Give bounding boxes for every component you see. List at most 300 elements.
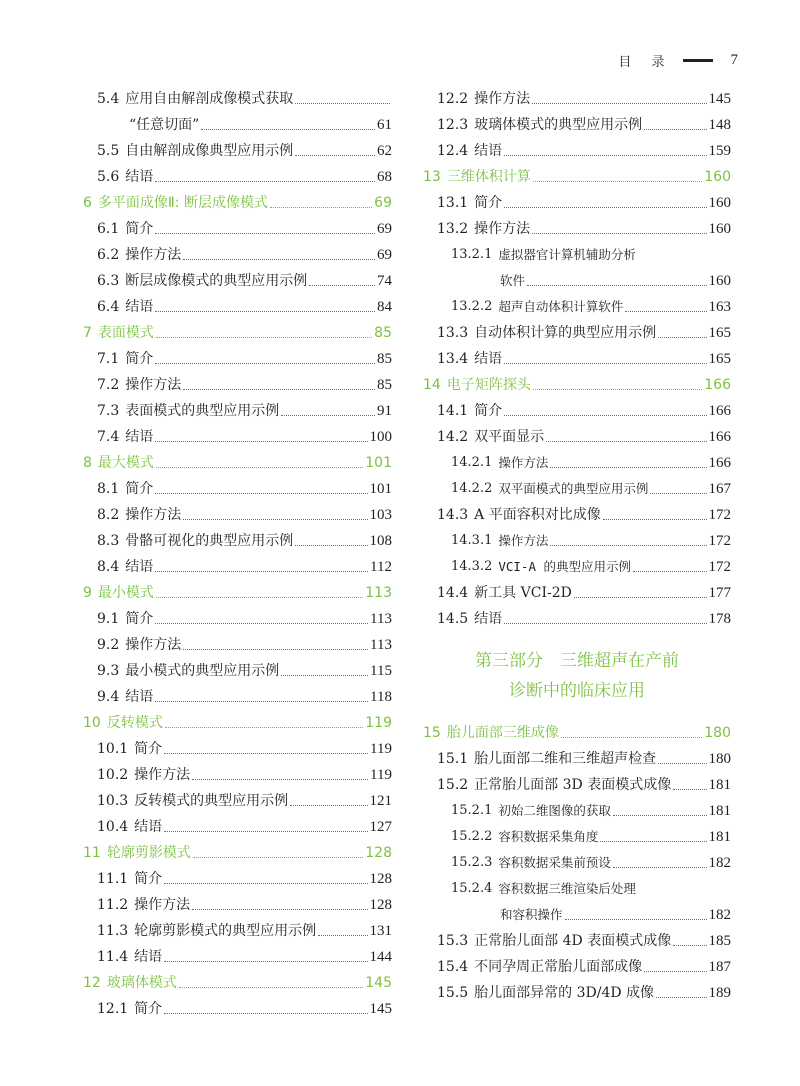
toc-entry [423, 346, 731, 372]
toc-entry-page: 112 [370, 559, 392, 575]
toc-entry-number: 11.2 [97, 897, 129, 913]
toc-entry-page: 115 [370, 663, 392, 679]
dot-leader [574, 597, 707, 598]
toc-entry-title: 简介 [125, 221, 154, 237]
toc-entry-page: 181 [708, 803, 731, 819]
toc-entry-number: 11.4 [97, 949, 129, 965]
toc-chapter-entry [423, 720, 731, 746]
toc-list-right-top [423, 86, 731, 632]
toc-entry-page: 160 [708, 195, 731, 211]
toc-entry-number: 13.3 [437, 325, 469, 341]
dot-leader [633, 571, 706, 572]
toc-entry-title: 简介 [474, 195, 503, 211]
toc-entry-number: 5.5 [97, 143, 120, 159]
toc-entry-title: 最大模式 [97, 455, 154, 471]
toc-entry-title: 操作方法 [125, 507, 182, 523]
dot-leader [532, 103, 706, 104]
toc-entry-number: 7.4 [97, 429, 120, 445]
toc-entry-title: 不同孕周正常胎儿面部成像 [474, 959, 643, 975]
toc-entry-number: 5.4 [97, 91, 120, 107]
toc-entry-title: 操作方法 [125, 637, 182, 653]
header-rule [683, 59, 713, 62]
toc-entry-page: 113 [370, 611, 392, 627]
toc-entry-number: 8.1 [97, 481, 120, 497]
toc-entry [423, 216, 731, 242]
toc-entry [423, 902, 731, 928]
toc-chapter-entry [83, 190, 392, 216]
dot-leader [290, 805, 367, 806]
toc-entry-title: 正常胎儿面部 4D 表面模式成像 [474, 933, 672, 949]
toc-entry-number: 15.2.4 [451, 881, 493, 896]
toc-entry [83, 866, 392, 892]
dot-leader [192, 909, 367, 910]
dot-leader [561, 737, 702, 738]
toc-entry-page: 145 [369, 1001, 392, 1017]
toc-entry-page: 128 [365, 845, 392, 861]
toc-entry-page: 160 [708, 273, 731, 289]
toc-entry-title: 玻璃体模式的典型应用示例 [474, 117, 643, 133]
toc-entry-title: 和容积操作 [500, 907, 563, 922]
toc-entry [83, 528, 392, 554]
toc-entry-page: 108 [369, 533, 392, 549]
toc-entry-number: 14.2 [437, 429, 469, 445]
toc-entry-page: 177 [708, 585, 731, 601]
toc-entry-title: 结语 [125, 689, 154, 705]
toc-entry-page: 131 [369, 923, 392, 939]
toc-entry-title: 骨骼可视化的典型应用示例 [125, 533, 294, 549]
toc-entry [423, 476, 731, 502]
toc-entry-page: 185 [708, 933, 731, 949]
dot-leader [650, 493, 706, 494]
toc-entry-title: 玻璃体模式 [106, 975, 177, 991]
toc-entry-title: 简介 [125, 611, 154, 627]
toc-entry-number: 12 [83, 975, 101, 991]
toc-entry-page: 181 [708, 829, 731, 845]
toc-entry-number: 14.5 [437, 611, 469, 627]
toc-entry-number: 15.2.2 [451, 829, 493, 844]
toc-entry-number: 8.3 [97, 533, 120, 549]
toc-entry-number: 7.3 [97, 403, 120, 419]
toc-entry-number: 14.2.1 [451, 455, 493, 470]
toc-entry [423, 424, 731, 450]
part-heading-line1: 第三部分 三维超声在产前 [475, 651, 679, 671]
toc-list-left [83, 86, 392, 1022]
toc-entry-page: 159 [708, 143, 731, 159]
dot-leader [155, 233, 375, 234]
dot-leader [613, 815, 707, 816]
toc-entry-title: 胎儿面部二维和三维超声检查 [474, 751, 657, 767]
toc-entry-page: 166 [704, 377, 731, 393]
page-number: 7 [730, 51, 738, 68]
dot-leader [504, 207, 706, 208]
toc-entry-number: 13.2.2 [451, 299, 493, 314]
toc-entry [83, 632, 392, 658]
toc-entry-title: 操作方法 [134, 897, 191, 913]
toc-entry-title: 结语 [474, 351, 503, 367]
toc-chapter-entry [83, 970, 392, 996]
toc-entry [83, 112, 392, 138]
toc-entry-title: 新工具 VCI-2D [474, 585, 572, 601]
toc-entry-page: 180 [704, 725, 731, 741]
toc-entry-number: 5.6 [97, 169, 120, 185]
toc-entry-number: 14.3.1 [451, 533, 493, 548]
toc-entry-number: 13.2.1 [451, 247, 493, 262]
toc-entry [83, 476, 392, 502]
toc-entry [423, 190, 731, 216]
part-heading [423, 646, 731, 706]
dot-leader [164, 961, 367, 962]
dot-leader [156, 467, 363, 468]
toc-entry-title: 自动体积计算的典型应用示例 [474, 325, 657, 341]
toc-entry [83, 268, 392, 294]
toc-entry [423, 954, 731, 980]
toc-entry [83, 996, 392, 1022]
toc-entry-page: 145 [708, 91, 731, 107]
toc-entry [423, 294, 731, 320]
toc-entry-page: 166 [708, 403, 731, 419]
toc-entry [423, 824, 731, 850]
toc-entry [83, 762, 392, 788]
dot-leader [155, 363, 375, 364]
toc-entry-title: 结语 [125, 299, 154, 315]
toc-entry [423, 606, 731, 632]
dot-leader [183, 519, 367, 520]
toc-entry-page: 74 [377, 273, 392, 289]
toc-entry-number: 12.2 [437, 91, 469, 107]
toc-entry-page: 100 [369, 429, 392, 445]
toc-entry-number: 9.2 [97, 637, 120, 653]
toc-entry-number: 6.2 [97, 247, 120, 263]
toc-entry-number: 15.2.1 [451, 803, 493, 818]
toc-entry [83, 814, 392, 840]
dot-leader [533, 389, 702, 390]
toc-entry-title: 操作方法 [498, 455, 549, 470]
dot-leader [309, 285, 375, 286]
dot-leader [318, 935, 367, 936]
toc-entry-page: 165 [708, 351, 731, 367]
toc-entry-number: 6.3 [97, 273, 120, 289]
toc-entry-page: 61 [377, 117, 392, 133]
dot-leader [281, 415, 375, 416]
toc-entry [423, 86, 731, 112]
toc-entry-title: 正常胎儿面部 3D 表面模式成像 [474, 777, 672, 793]
dot-leader [164, 1013, 367, 1014]
dot-leader [550, 545, 706, 546]
toc-entry-number: 12.4 [437, 143, 469, 159]
toc-entry [83, 372, 392, 398]
dot-leader [644, 129, 706, 130]
toc-entry [423, 398, 731, 424]
toc-entry-number: 12.3 [437, 117, 469, 133]
toc-entry [83, 554, 392, 580]
toc-entry-title: 自由解剖成像典型应用示例 [125, 143, 294, 159]
toc-entry-page: 113 [365, 585, 392, 601]
toc-entry-number: 6.4 [97, 299, 120, 315]
toc-chapter-entry [423, 372, 731, 398]
toc-entry [423, 772, 731, 798]
toc-entry-title: 断层成像模式的典型应用示例 [125, 273, 308, 289]
toc-entry-number: 10.3 [97, 793, 129, 809]
dot-leader [201, 129, 375, 130]
dot-leader [504, 415, 706, 416]
toc-entry [83, 242, 392, 268]
toc-entry [423, 980, 731, 1006]
toc-entry-title: 结语 [125, 559, 154, 575]
toc-entry-page: 167 [708, 481, 731, 497]
toc-entry [83, 216, 392, 242]
toc-entry-number: 15.3 [437, 933, 469, 949]
dot-leader [658, 763, 706, 764]
toc-entry-number: 9.3 [97, 663, 120, 679]
toc-entry-title: “任意切面” [129, 117, 200, 133]
toc-entry [83, 346, 392, 372]
toc-entry-page: 121 [369, 793, 392, 809]
toc-entry-number: 8.4 [97, 559, 120, 575]
toc-entry-title: 反转模式 [106, 715, 163, 731]
toc-entry [83, 892, 392, 918]
toc-entry-page: 113 [370, 637, 392, 653]
toc-entry [423, 450, 731, 476]
dot-leader [183, 649, 368, 650]
toc-entry-title: 容积数据采集前预设 [498, 855, 611, 870]
toc-entry-title: 简介 [134, 741, 163, 757]
dot-leader [613, 867, 707, 868]
toc-entry-page: 166 [708, 455, 731, 471]
toc-entry-number: 8.2 [97, 507, 120, 523]
toc-entry [83, 788, 392, 814]
toc-chapter-entry [83, 320, 392, 346]
dot-leader [281, 675, 368, 676]
dot-leader [504, 155, 706, 156]
part-heading-line2: 诊断中的临床应用 [509, 681, 645, 701]
toc-entry-title: 胎儿面部异常的 3D/4D 成像 [474, 985, 655, 1001]
toc-entry-page: 166 [708, 429, 731, 445]
toc-entry-page: 182 [708, 907, 731, 923]
toc-entry-page: 165 [708, 325, 731, 341]
toc-entry [423, 502, 731, 528]
toc-entry-number: 15.5 [437, 985, 469, 1001]
toc-entry-title: 胎儿面部三维成像 [446, 725, 559, 741]
toc-entry-page: 182 [708, 855, 731, 871]
toc-entry-number: 8 [83, 455, 92, 471]
toc-entry-title: 简介 [134, 871, 163, 887]
toc-entry-number: 6.1 [97, 221, 120, 237]
toc-entry-title: 超声自动体积计算软件 [498, 299, 624, 314]
dot-leader [165, 727, 363, 728]
toc-entry [83, 918, 392, 944]
toc-chapter-entry [423, 164, 731, 190]
dot-leader [673, 945, 706, 946]
toc-entry-number: 6 [83, 195, 92, 211]
toc-entry-page: 178 [708, 611, 731, 627]
dot-leader [504, 363, 706, 364]
toc-entry [423, 138, 731, 164]
toc-chapter-entry [83, 710, 392, 736]
toc-entry [83, 658, 392, 684]
dot-leader [156, 337, 372, 338]
toc-entry-page: 172 [708, 559, 731, 575]
toc-entry-page: 69 [377, 221, 392, 237]
dot-leader [155, 623, 368, 624]
dot-leader [533, 181, 702, 182]
toc-entry-title: 轮廓剪影模式 [106, 845, 191, 861]
dot-leader [656, 997, 706, 998]
toc-entry-title: 轮廓剪影模式的典型应用示例 [134, 923, 317, 939]
toc-entry-page: 187 [708, 959, 731, 975]
toc-entry-title: 容积数据采集角度 [498, 829, 599, 844]
toc-entry-number: 9.4 [97, 689, 120, 705]
toc-entry [83, 684, 392, 710]
dot-leader [658, 337, 706, 338]
toc-entry-title: 操作方法 [134, 767, 191, 783]
toc-entry-number: 11 [83, 845, 101, 861]
toc-entry [423, 746, 731, 772]
toc-entry-title: 最小模式的典型应用示例 [125, 663, 280, 679]
toc-entry-number: 14.1 [437, 403, 469, 419]
toc-entry [423, 850, 731, 876]
dot-leader [155, 441, 367, 442]
toc-entry [83, 398, 392, 424]
toc-entry-title: 简介 [134, 1001, 163, 1017]
toc-entry-number: 15.2 [437, 777, 469, 793]
header-label: 目 录 [618, 54, 673, 70]
toc-entry-title: 操作方法 [498, 533, 549, 548]
dot-leader [295, 103, 390, 104]
toc-entry-number: 14.3.2 [451, 559, 493, 574]
toc-entry-title: 结语 [474, 611, 503, 627]
toc-entry-number: 15.4 [437, 959, 469, 975]
toc-entry [423, 798, 731, 824]
toc-entry-title: 表面模式 [97, 325, 154, 341]
toc-entry-number: 10.2 [97, 767, 129, 783]
toc-entry-number: 10.4 [97, 819, 129, 835]
dot-leader [603, 519, 707, 520]
toc-entry-page: 85 [377, 377, 392, 393]
toc-chapter-entry [83, 580, 392, 606]
toc-entry-number: 9 [83, 585, 92, 601]
toc-entry-title: 应用自由解剖成像模式获取 [125, 91, 294, 107]
toc-entry-title: 结语 [125, 429, 154, 445]
toc-entry-number: 10 [83, 715, 101, 731]
toc-entry-title: VCI-A 的典型应用示例 [498, 559, 632, 574]
toc-entry-title: 结语 [474, 143, 503, 159]
toc-entry-page: 172 [708, 507, 731, 523]
toc-entry-page: 84 [377, 299, 392, 315]
toc-entry-page: 148 [708, 117, 731, 133]
toc-entry-number: 13.4 [437, 351, 469, 367]
toc-entry [83, 86, 392, 112]
toc-entry [423, 268, 731, 294]
dot-leader [504, 623, 706, 624]
toc-entry-number: 7.2 [97, 377, 120, 393]
toc-entry-page: 69 [374, 195, 392, 211]
toc-entry [423, 554, 731, 580]
toc-entry-page: 127 [369, 819, 392, 835]
toc-entry-number: 11.3 [97, 923, 129, 939]
toc-chapter-entry [83, 840, 392, 866]
toc-entry-title: 软件 [500, 273, 526, 288]
toc-entry [83, 424, 392, 450]
toc-entry-title: 简介 [125, 481, 154, 497]
toc-entry [83, 736, 392, 762]
toc-entry-page: 172 [708, 533, 731, 549]
dot-leader [155, 493, 367, 494]
toc-entry-page: 163 [708, 299, 731, 315]
toc-entry-page: 160 [704, 169, 731, 185]
toc-entry-page: 91 [377, 403, 392, 419]
toc-entry-page: 145 [365, 975, 392, 991]
toc-entry [83, 138, 392, 164]
toc-entry-page: 69 [377, 247, 392, 263]
toc-entry-title: 结语 [134, 819, 163, 835]
toc-entry-page: 144 [369, 949, 392, 965]
dot-leader [600, 841, 706, 842]
toc-entry-title: 操作方法 [474, 91, 531, 107]
dot-leader [155, 311, 375, 312]
running-header [618, 48, 738, 72]
toc-entry-title: 简介 [474, 403, 503, 419]
toc-entry-title: 多平面成像Ⅱ: 断层成像模式 [97, 195, 268, 211]
toc-entry-title: 虚拟器官计算机辅助分析 [498, 247, 636, 262]
toc-entry-number: 13 [423, 169, 441, 185]
toc-entry [423, 580, 731, 606]
toc-entry-page: 62 [377, 143, 392, 159]
dot-leader [179, 987, 363, 988]
toc-entry-number: 15 [423, 725, 441, 741]
toc-entry [423, 242, 731, 268]
dot-leader [644, 971, 706, 972]
toc-entry-number: 13.2 [437, 221, 469, 237]
toc-entry-title: 操作方法 [474, 221, 531, 237]
toc-entry-number: 11.1 [97, 871, 129, 887]
toc-entry-page: 101 [365, 455, 392, 471]
toc-entry-number: 14.3 [437, 507, 469, 523]
toc-entry-page: 181 [708, 777, 731, 793]
dot-leader [673, 789, 706, 790]
toc-entry-page: 118 [370, 689, 392, 705]
toc-entry [83, 294, 392, 320]
toc-entry-title: 简介 [125, 351, 154, 367]
toc-entry-page: 85 [377, 351, 392, 367]
toc-entry [83, 502, 392, 528]
toc-entry-page: 189 [708, 985, 731, 1001]
toc-entry-title: 三维体积计算 [446, 169, 531, 185]
toc-entry [423, 320, 731, 346]
dot-leader [193, 857, 363, 858]
toc-entry-title: 操作方法 [125, 247, 182, 263]
toc-entry-title: 电子矩阵探头 [446, 377, 531, 393]
dot-leader [295, 155, 375, 156]
dot-leader [155, 571, 368, 572]
dot-leader [625, 311, 706, 312]
toc-entry [423, 112, 731, 138]
dot-leader [546, 441, 706, 442]
toc-entry-number: 10.1 [97, 741, 129, 757]
toc-entry [83, 606, 392, 632]
dot-leader [532, 233, 706, 234]
toc-entry-title: A 平面容积对比成像 [474, 507, 601, 523]
toc-entry-page: 103 [369, 507, 392, 523]
dot-leader [155, 701, 368, 702]
dot-leader [565, 919, 707, 920]
dot-leader [164, 753, 368, 754]
dot-leader [164, 831, 367, 832]
toc-entry-number: 14 [423, 377, 441, 393]
toc-entry-page: 180 [708, 751, 731, 767]
toc-entry-number: 7.1 [97, 351, 120, 367]
toc-entry-number: 9.1 [97, 611, 120, 627]
toc-entry-title: 反转模式的典型应用示例 [134, 793, 289, 809]
